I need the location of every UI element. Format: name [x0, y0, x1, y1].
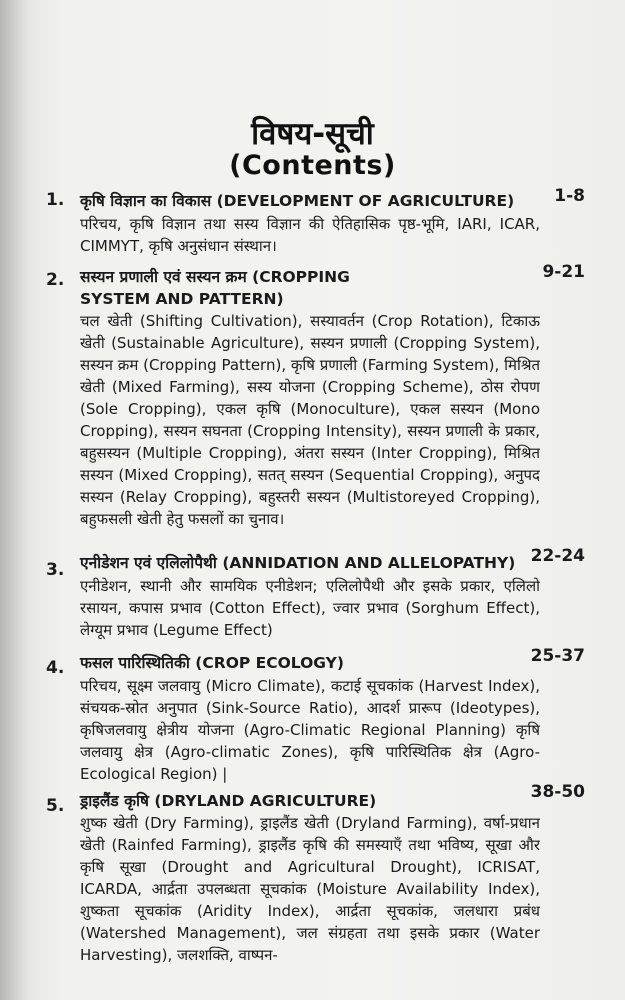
entry-heading: कृषि विज्ञान का विकास (DEVELOPMENT OF AGRICULTURE): [80, 192, 515, 210]
entry-body: एनीडेशन, स्थानी और सामयिक एनीडेशन; एलिलोपैथी और इसके प्रकार, एलिलो रसायन, कपास प्रभाव (Cotton Effect), ज्वार प्रभाव (Sorghum Effect), लेग्यूम प्रभाव (Legume Effect): [80, 577, 540, 639]
entry-number: 4.: [46, 658, 65, 678]
entry-heading: ड्राइलैंड कृषि (DRYLAND AGRICULTURE): [80, 792, 377, 810]
entry-heading: सस्यन प्रणाली एवं सस्यन क्रम (CROPPING SYSTEM AND PATTERN): [80, 268, 350, 308]
entry-number: 2.: [46, 270, 65, 290]
entry-number: 3.: [46, 560, 65, 580]
entry-body: चल खेती (Shifting Cultivation), सस्यावर्तन (Crop Rotation), टिकाऊ खेती (Sustainable Agriculture), सस्यन प्रणाली (Cropping System), सस्यन क्रम (Cropping Pattern), कृषि प्रणाली (Farming System), मिश्रित खेती (Mixed Farming), सस्य योजना (Cropping Scheme), ठोस रोपण (Sole Cropping), एकल कृषि (Monoculture), एकल सस्यन (Mono Cropping), सस्यन सघनता (Cropping Intensity), सस्यन प्रणाली के प्रकार, बहुसस्यन (Multiple Cropping), अंतरा सस्यन (Inter Cropping), मिश्रित सस्यन (Mixed Cropping), सतत् सस्यन (Sequential Cropping), अनुपद सस्यन (Relay Cropping), बहुस्तरी सस्यन (Multistoreyed Cropping), बहुफसली खेती हेतु फसलों का चुनाव।: [80, 312, 540, 528]
entry-pages: 38-50: [530, 782, 585, 802]
entry-body: परिचय, कृषि विज्ञान तथा सस्य विज्ञान की ऐतिहासिक पृष्ठ-भूमि, IARI, ICAR, CIMMYT, कृषि अनुसंधान संस्थान।: [80, 215, 540, 255]
entry-number: 5.: [46, 796, 65, 816]
title-hindi: विषय-सूची: [251, 116, 374, 152]
entry-pages: 22-24: [530, 546, 585, 566]
entry-heading: एनीडेशन एवं एलिलोपैथी (ANNIDATION AND ALLELOPATHY): [80, 554, 516, 572]
entry-pages: 1-8: [554, 186, 585, 206]
entry-body: शुष्क खेती (Dry Farming), ड्राइलैंड खेती (Dryland Farming), वर्षा-प्रधान खेती (Rainfed Farming), ड्राइलैंड कृषि की समस्याएँ तथा भविष्य, सूखा और कृषि सूखा (Drought and Agricultural Drought), ICRISAT, ICARDA, आर्द्रता उपलब्धता सूचकांक (Moisture Availability Index), शुष्कता सूचकांक (Aridity Index), आर्द्रता सूचकांक, जलधारा प्रबंध (Watershed Management), जल संग्रहता तथा इसके प्रकार (Water Harvesting), जलशक्ति, वाष्पन-: [80, 814, 540, 964]
entry-pages: 25-37: [530, 646, 585, 666]
entry-body: परिचय, सूक्ष्म जलवायु (Micro Climate), कटाई सूचकांक (Harvest Index), संचयक-स्रोत अनुपात (Sink-Source Ratio), आदर्श प्रारूप (Ideotypes), कृषिजलवायु क्षेत्रीय योजना (Agro-Climatic Regional Planning) कृषि जलवायु क्षेत्र (Agro-climatic Zones), कृषि पारिस्थितिक क्षेत्र (Agro-Ecological Region) |: [80, 677, 540, 783]
entry-heading: फसल पारिस्थितिकी (CROP ECOLOGY): [80, 654, 344, 672]
title-english: (Contents): [229, 150, 396, 181]
entry-number: 1.: [46, 190, 65, 210]
entry-pages: 9-21: [542, 262, 585, 282]
